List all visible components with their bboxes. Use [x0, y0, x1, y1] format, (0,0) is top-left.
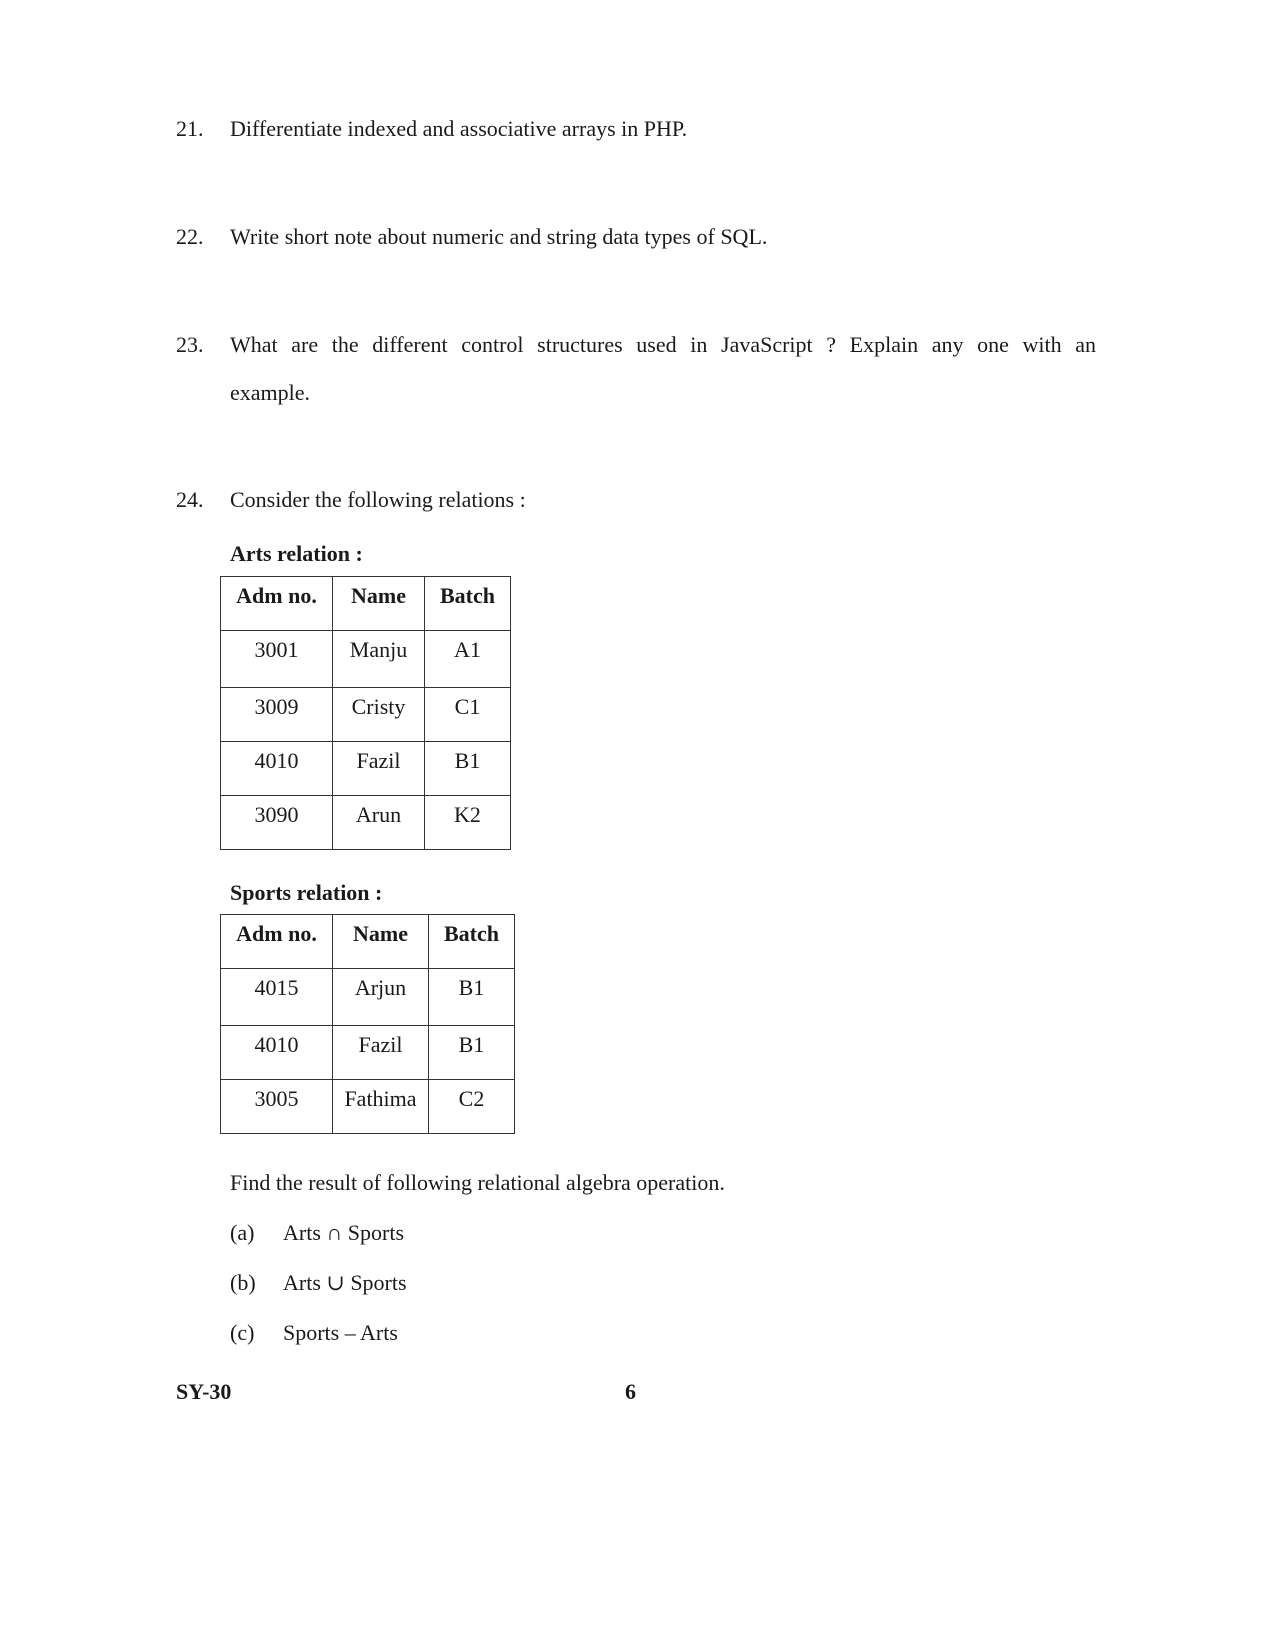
question-text: Consider the following relations :: [230, 487, 526, 512]
column-header: Batch: [429, 915, 515, 969]
question-text-line2: example.: [230, 380, 311, 405]
table-cell: 4010: [221, 1026, 333, 1080]
option-label: (b): [230, 1270, 256, 1295]
table-cell: Manju: [333, 631, 425, 688]
table-cell: Arun: [333, 796, 425, 850]
column-header: Batch: [425, 577, 511, 631]
table-cell: 3005: [221, 1080, 333, 1134]
table-cell: Fazil: [333, 742, 425, 796]
table-cell: K2: [425, 796, 511, 850]
table-cell: 3001: [221, 631, 333, 688]
question-24: [176, 476, 1076, 524]
table-cell: B1: [429, 969, 515, 1026]
table-row: [221, 969, 515, 1026]
table-cell: 4010: [221, 742, 333, 796]
table-row: [221, 688, 511, 742]
question-number: 24.: [176, 487, 204, 512]
question-number: 21.: [176, 116, 204, 141]
column-header: Name: [333, 577, 425, 631]
option-label: (c): [230, 1320, 255, 1345]
table-cell: Fathima: [333, 1080, 429, 1134]
table-cell: C1: [425, 688, 511, 742]
table-row: [221, 796, 511, 850]
arts-caption: Arts relation :: [230, 541, 363, 566]
table-cell: Fazil: [333, 1026, 429, 1080]
table-row: [221, 742, 511, 796]
table-cell: Arjun: [333, 969, 429, 1026]
table-cell: 3009: [221, 688, 333, 742]
table-cell: A1: [425, 631, 511, 688]
table-row: [221, 1080, 515, 1134]
column-header: Adm no.: [221, 577, 333, 631]
table-row: [221, 631, 511, 688]
question-number: 22.: [176, 224, 204, 249]
question-22: [176, 213, 1076, 261]
sports-table: [220, 914, 515, 1134]
option-label: (a): [230, 1220, 255, 1245]
option-text: Sports – Arts: [283, 1320, 398, 1345]
table-header-row: [221, 915, 515, 969]
table-cell: C2: [429, 1080, 515, 1134]
question-text-line1: What are the different control structures used in JavaScript ? Explain any one with an: [230, 332, 1096, 357]
question-text: Write short note about numeric and string data types of SQL.: [230, 224, 768, 249]
column-header: Name: [333, 915, 429, 969]
table-cell: 4015: [221, 969, 333, 1026]
option-text: Arts ∪ Sports: [283, 1270, 407, 1295]
question-21: [176, 105, 1076, 153]
table-cell: B1: [425, 742, 511, 796]
paper-code: SY-30: [176, 1379, 232, 1404]
table-cell: Cristy: [333, 688, 425, 742]
table-cell: 3090: [221, 796, 333, 850]
page-number: 6: [625, 1379, 636, 1404]
table-cell: B1: [429, 1026, 515, 1080]
arts-table: [220, 576, 511, 850]
question-number: 23.: [176, 332, 204, 357]
table-header-row: [221, 577, 511, 631]
sports-caption: Sports relation :: [230, 880, 383, 905]
option-text: Arts ∩ Sports: [283, 1220, 405, 1245]
instruction-text: Find the result of following relational algebra operation.: [230, 1170, 725, 1195]
table-row: [221, 1026, 515, 1080]
question-23: [176, 321, 1096, 417]
column-header: Adm no.: [221, 915, 333, 969]
question-text: Differentiate indexed and associative arrays in PHP.: [230, 116, 688, 141]
